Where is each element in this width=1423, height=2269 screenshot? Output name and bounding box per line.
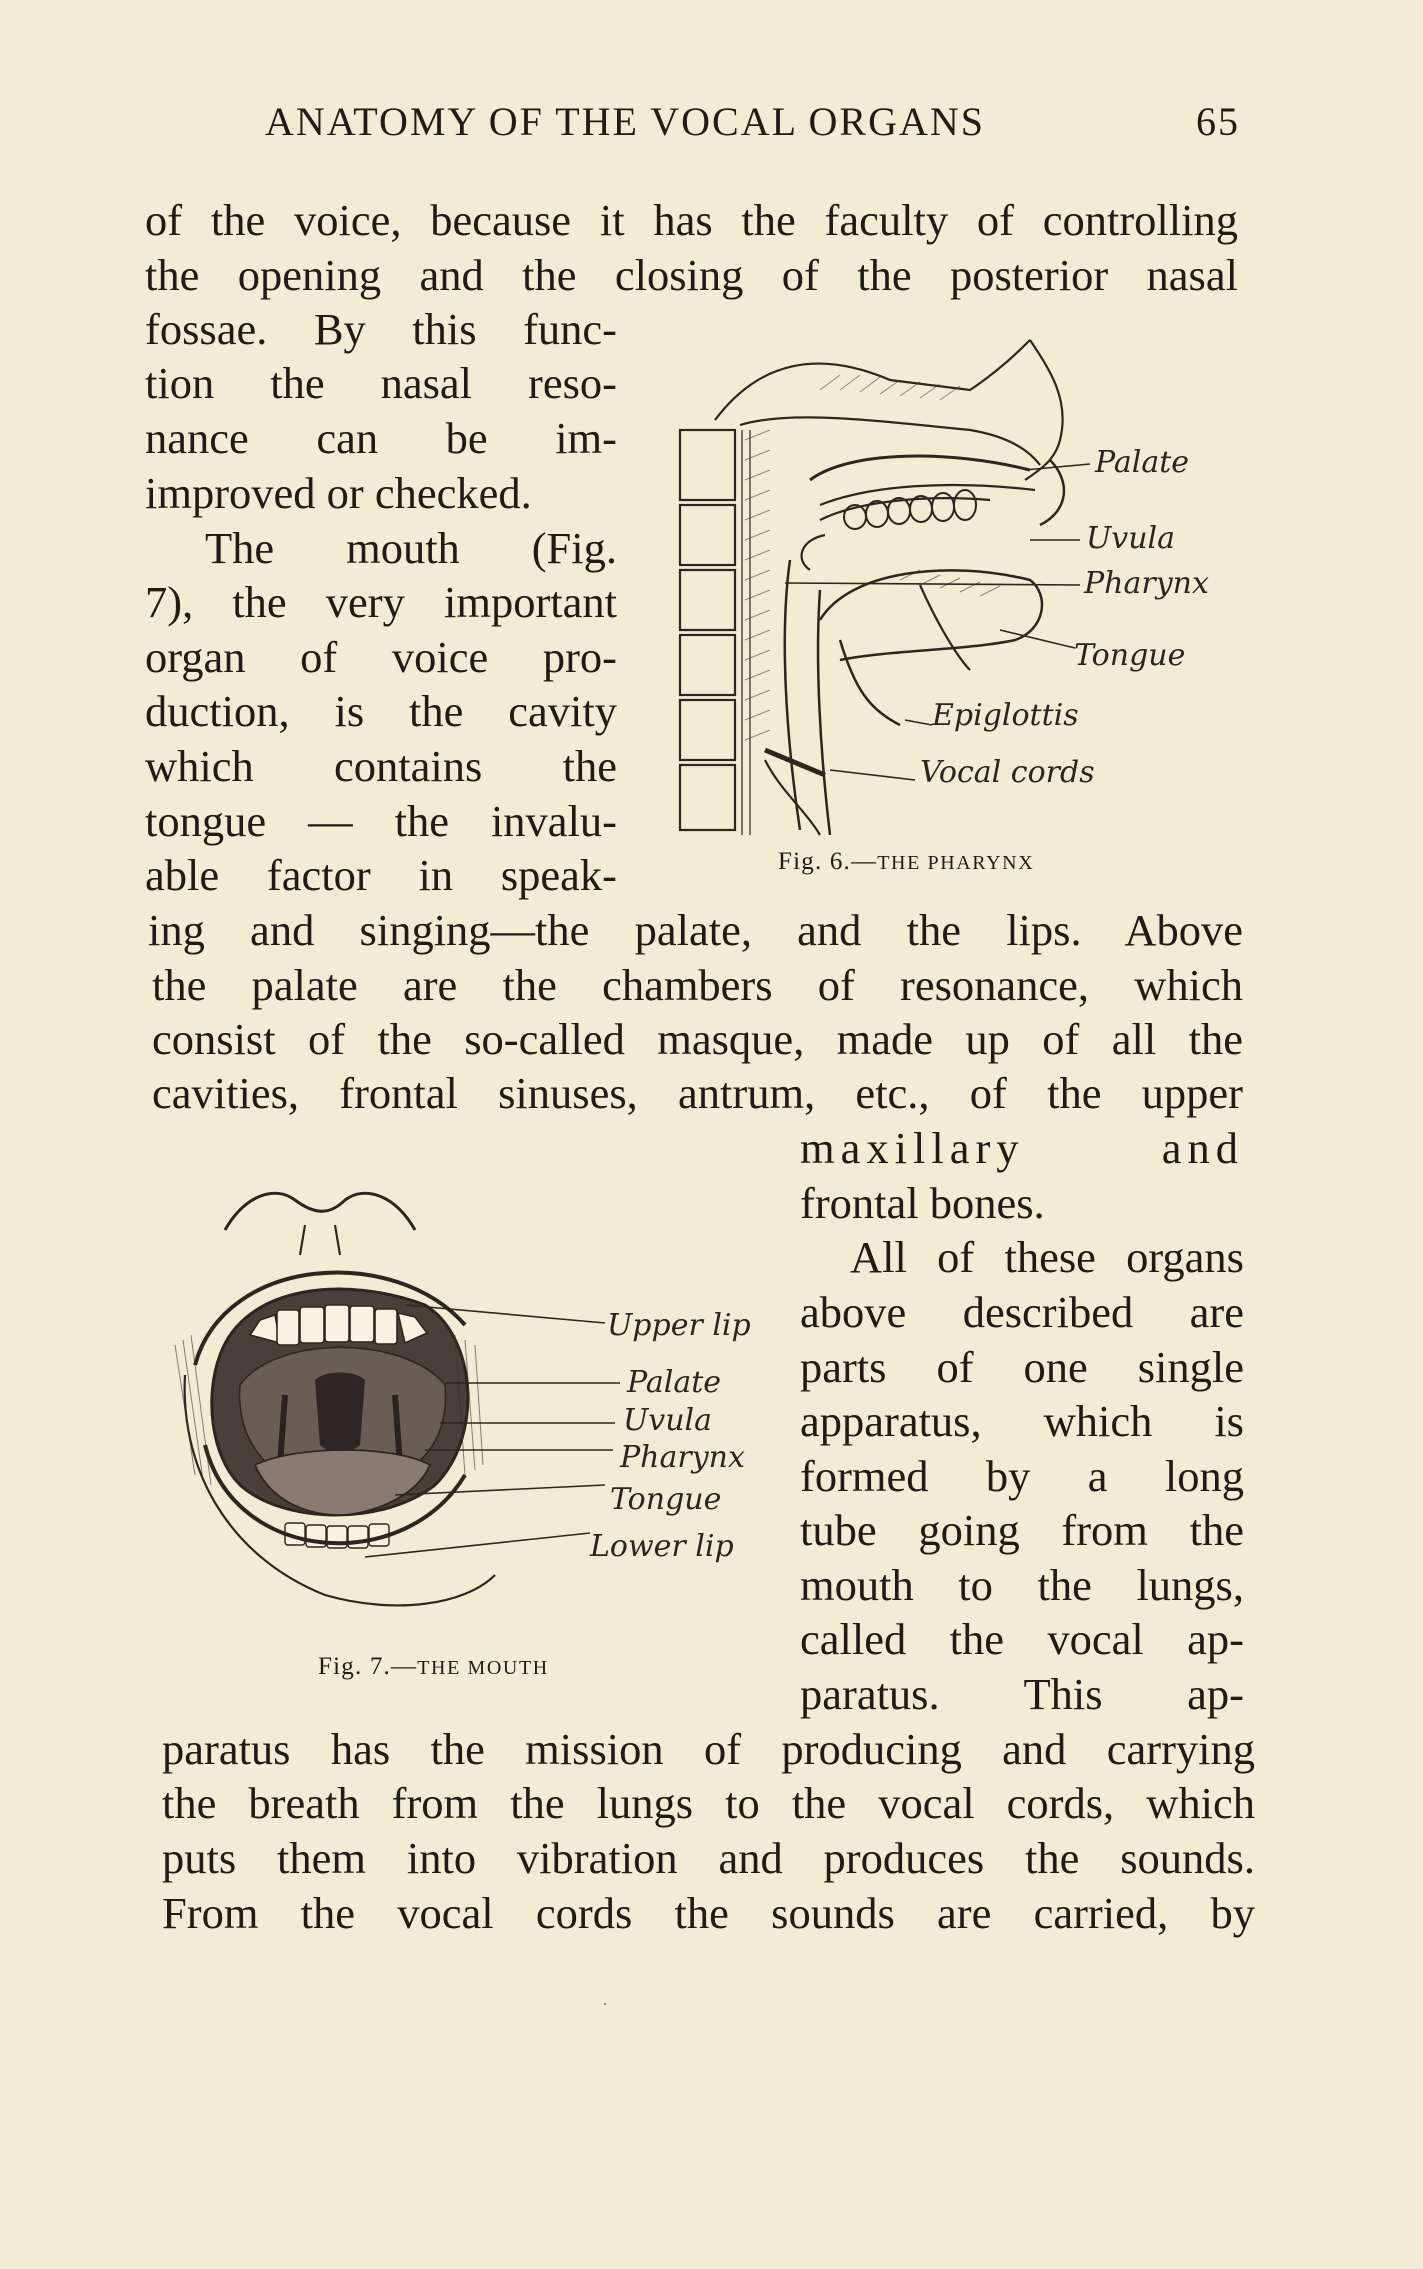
label-lower-lip: Lower lip: [590, 1529, 734, 1564]
text-line: 7), the very important: [145, 577, 617, 627]
label-palate: Palate: [627, 1365, 722, 1400]
text-line: The mouth (Fig.: [205, 523, 617, 573]
text-line: duction, is the cavity: [145, 686, 617, 736]
label-uvula: Uvula: [1086, 521, 1176, 556]
text-line: puts them into vibration and produces the sounds.: [162, 1833, 1255, 1883]
running-header: [265, 98, 1240, 154]
mouth-illustration: [165, 1145, 770, 1625]
label-palate: Palate: [1095, 445, 1190, 480]
label-vocal-cords: Vocal cords: [920, 755, 1095, 790]
text-line: mouth to the lungs,: [800, 1560, 1244, 1610]
figure7-caption-title: THE MOUTH: [417, 1657, 549, 1679]
text-line: of the voice, because it has the faculty of controlling: [145, 195, 1238, 245]
text-line: tube going from the: [800, 1505, 1244, 1555]
text-line: tongue — the invalu-: [145, 796, 617, 846]
label-tongue: Tongue: [1074, 638, 1186, 673]
label-uvula: Uvula: [623, 1403, 713, 1438]
text-line: From the vocal cords the sounds are carried, by: [162, 1888, 1255, 1938]
text-line: improved or checked.: [145, 468, 532, 518]
text-line: tion the nasal reso-: [145, 358, 617, 408]
text-line: which contains the: [145, 741, 617, 791]
text-line: ing and singing—the palate, and the lips. Above: [148, 905, 1243, 955]
text-line: called the vocal ap-: [800, 1614, 1244, 1664]
text-line: paratus has the mission of producing and carrying: [162, 1724, 1255, 1774]
figure6-caption: [778, 848, 1034, 876]
figure6-caption-title: THE PHARYNX: [877, 852, 1035, 874]
text-line: All of these organs: [850, 1232, 1244, 1282]
page-speck: [604, 2003, 606, 2005]
text-line: able factor in speak-: [145, 850, 617, 900]
figure7-caption-prefix: Fig. 7.—: [318, 1653, 418, 1680]
text-line: frontal bones.: [800, 1178, 1045, 1228]
text-line: the breath from the lungs to the vocal cords, which: [162, 1778, 1255, 1828]
pharynx-illustration: [670, 330, 1240, 840]
label-pharynx: Pharynx: [1084, 566, 1209, 601]
figure6-caption-prefix: Fig. 6.—: [778, 848, 878, 875]
label-epiglottis: Epiglottis: [932, 698, 1079, 733]
text-line: apparatus, which is: [800, 1396, 1244, 1446]
page-number: 65: [1196, 99, 1240, 144]
text-line: the opening and the closing of the posterior nasal: [145, 250, 1238, 300]
text-line: the palate are the chambers of resonance, which: [152, 960, 1243, 1010]
text-line: paratus. This ap-: [800, 1669, 1244, 1719]
label-upper-lip: Upper lip: [607, 1308, 751, 1343]
figure7-caption: [318, 1653, 549, 1681]
text-line: maxillary and: [800, 1123, 1244, 1173]
header-title: ANATOMY OF THE VOCAL ORGANS: [265, 99, 985, 144]
text-line: organ of voice pro-: [145, 632, 617, 682]
text-line: consist of the so-called masque, made up of all the: [152, 1014, 1243, 1064]
label-pharynx: Pharynx: [620, 1440, 745, 1475]
text-line: parts of one single: [800, 1342, 1244, 1392]
text-line: formed by a long: [800, 1451, 1244, 1501]
text-line: fossae. By this func-: [145, 304, 617, 354]
text-line: nance can be im-: [145, 413, 617, 463]
text-line: above described are: [800, 1287, 1244, 1337]
text-line: cavities, frontal sinuses, antrum, etc., of the upper: [152, 1068, 1243, 1118]
label-tongue: Tongue: [610, 1482, 722, 1517]
